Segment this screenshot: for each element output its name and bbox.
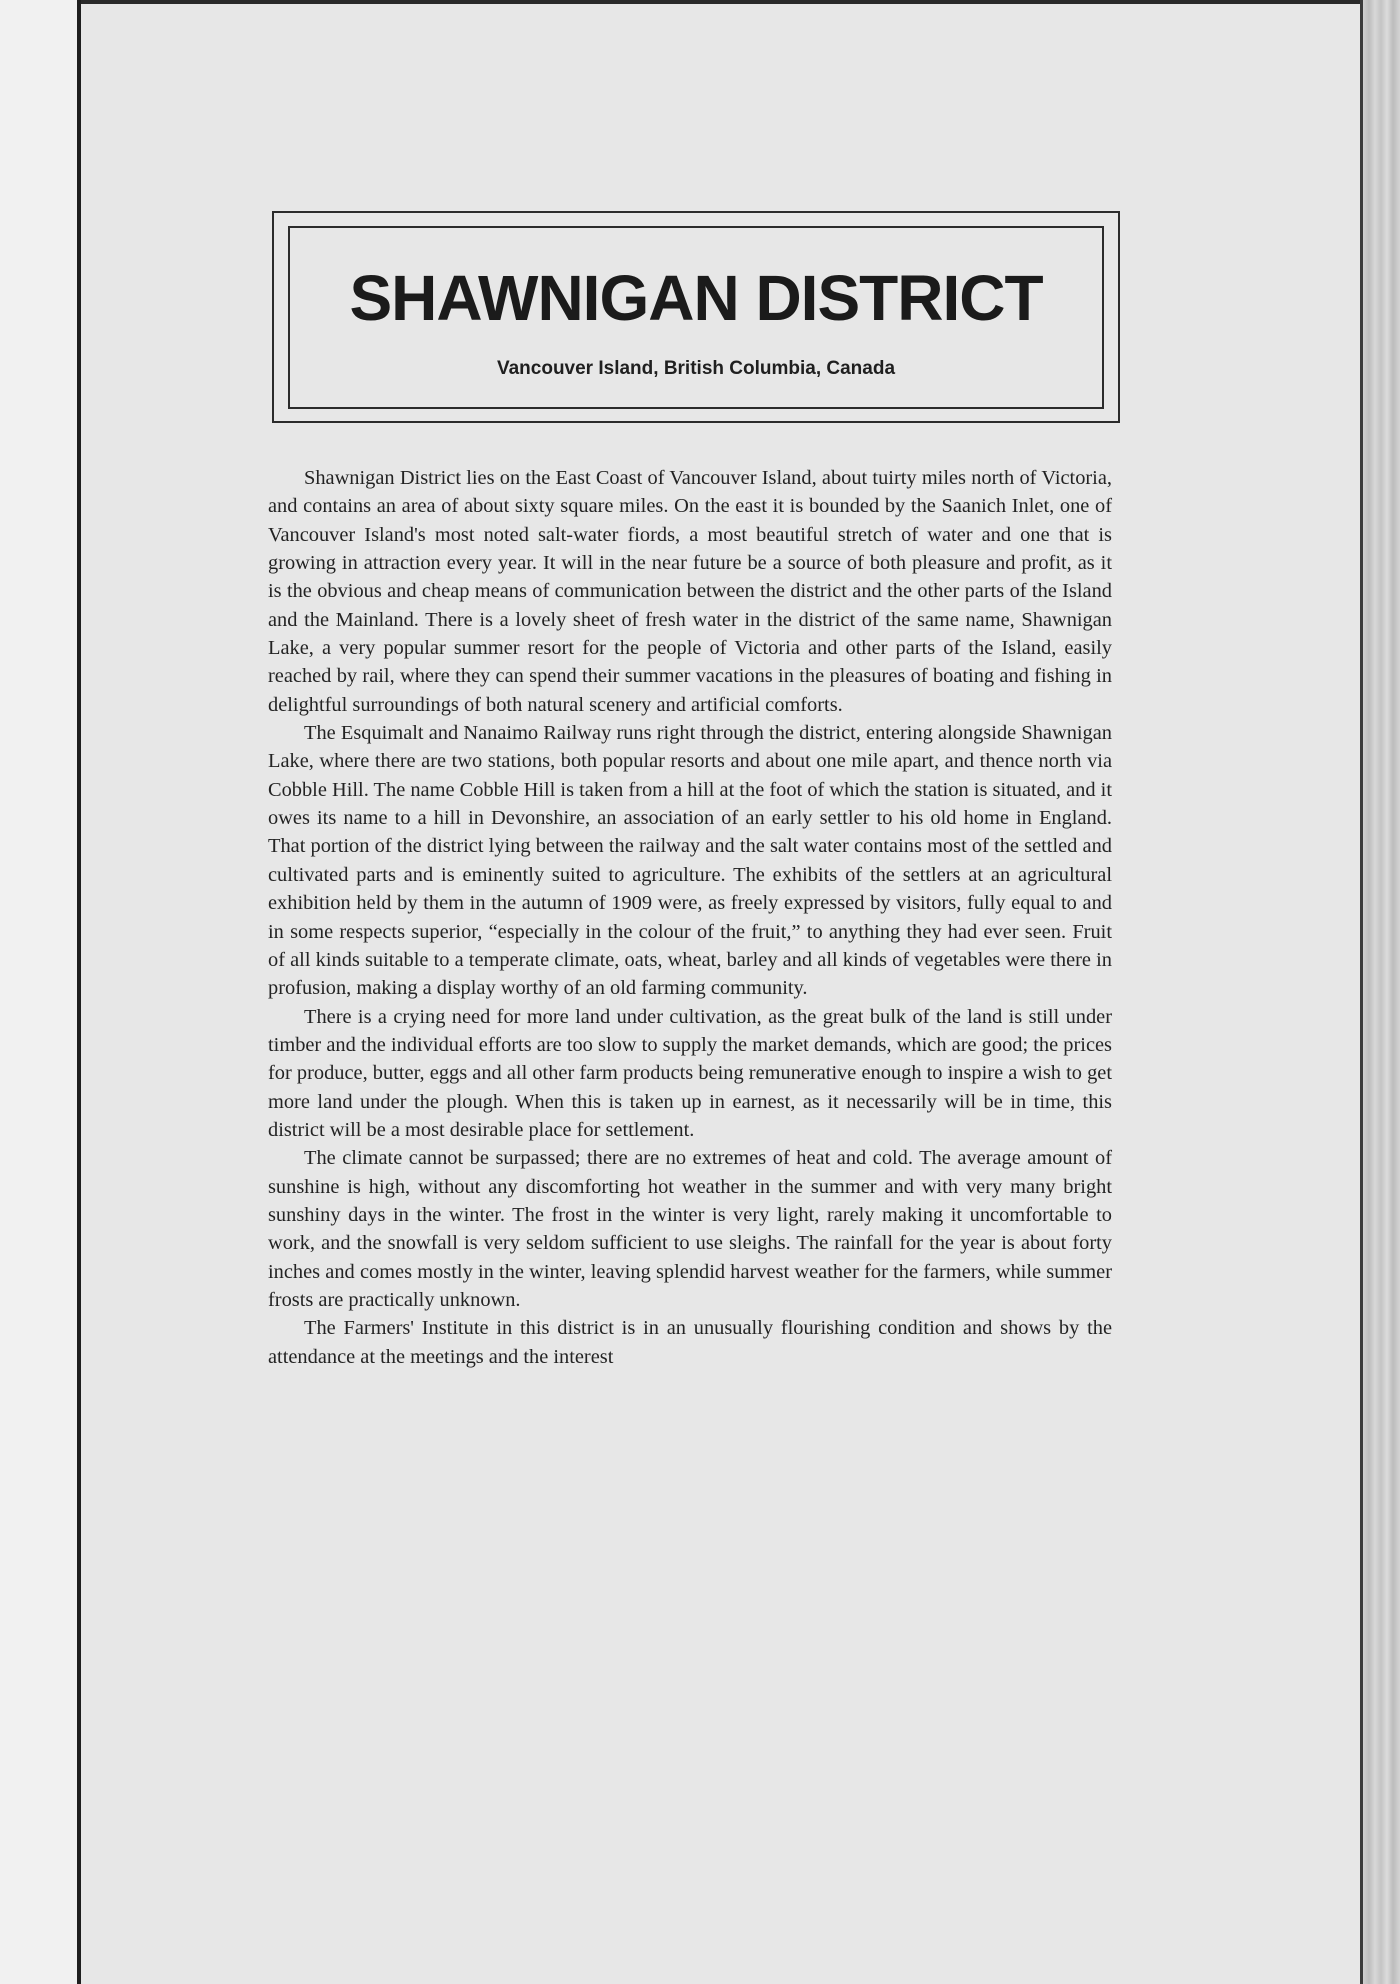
article-body [268, 464, 1112, 1371]
page-edges-stack [1363, 0, 1400, 1984]
paragraph-2: The Esquimalt and Nanaimo Railway runs right through the district, entering alongside Shawnigan Lake, where there are two stations, both popular resorts and about one mile apart, and thence north via Cobble Hill. The name Cobble Hill is taken from a hill at the foot of which the station is situated, and it owes its name to a hill in Devonshire, an association of an early settler to his old home in England. That portion of the district lying between the railway and the salt water contains most of the settled and cultivated parts and is eminently suited to agriculture. The exhibits of the settlers at an agricultural exhibition held by them in the autumn of 1909 were, as freely expressed by visitors, fully equal to and in some respects superior, “especially in the colour of the fruit,” to anything they had ever seen. Fruit of all kinds suitable to a temperate climate, oats, wheat, barley and all kinds of vegetables were there in profusion, making a display worthy of an old farming community. [268, 722, 1112, 1000]
paragraph-5: The Farmers' Institute in this district is in an unusually flourishing condition and shows by the attendance at the meetings and the interest [268, 1317, 1112, 1368]
page-title: SHAWNIGAN DISTRICT [349, 262, 1043, 334]
page-subtitle: Vancouver Island, British Columbia, Canada [496, 358, 896, 379]
page-right-edge [1360, 0, 1363, 1984]
paragraph-4: The climate cannot be surpassed; there are no extremes of heat and cold. The average amount of sunshine is high, without any discomforting hot weather in the summer and with very many bright sunshiny days in the winter. The frost in the winter is very light, rarely making it uncomfortable to work, and the snowfall is very seldom sufficient to use sleighs. The rainfall for the year is about forty inches and comes mostly in the winter, leaving splendid harvest weather for the farmers, while summer frosts are practically unknown. [268, 1147, 1112, 1311]
page-top-edge [81, 0, 1363, 4]
paragraph-3: There is a crying need for more land under cultivation, as the great bulk of the land is still under timber and the individual efforts are too slow to supply the market demands, which are good; the prices for produce, butter, eggs and all other farm products being remunerative enough to inspire a wish to get more land under the plough. When this is taken up in earnest, as it necessarily will be in time, this district will be a most desirable place for settlement. [268, 1005, 1112, 1141]
paragraph-1: Shawnigan District lies on the East Coast of Vancouver Island, about tuirty miles north of Victoria, and contains an area of about sixty square miles. On the east it is bounded by the Saanich Inlet, one of Vancouver Island's most noted salt-water fiords, a most beautiful stretch of water and one that is growing in attraction every year. It will in the near future be a source of both pleasure and profit, as it is the obvious and cheap means of communication between the district and the other parts of the Island and the Mainland. There is a lovely sheet of fresh water in the district of the same name, Shawnigan Lake, a very popular summer resort for the people of Victoria and other parts of the Island, easily reached by rail, where they can spend their summer vacations in the pleasures of boating and fishing in delightful surroundings of both natural scenery and artificial comforts. [268, 467, 1112, 716]
left-margin [0, 0, 80, 1984]
